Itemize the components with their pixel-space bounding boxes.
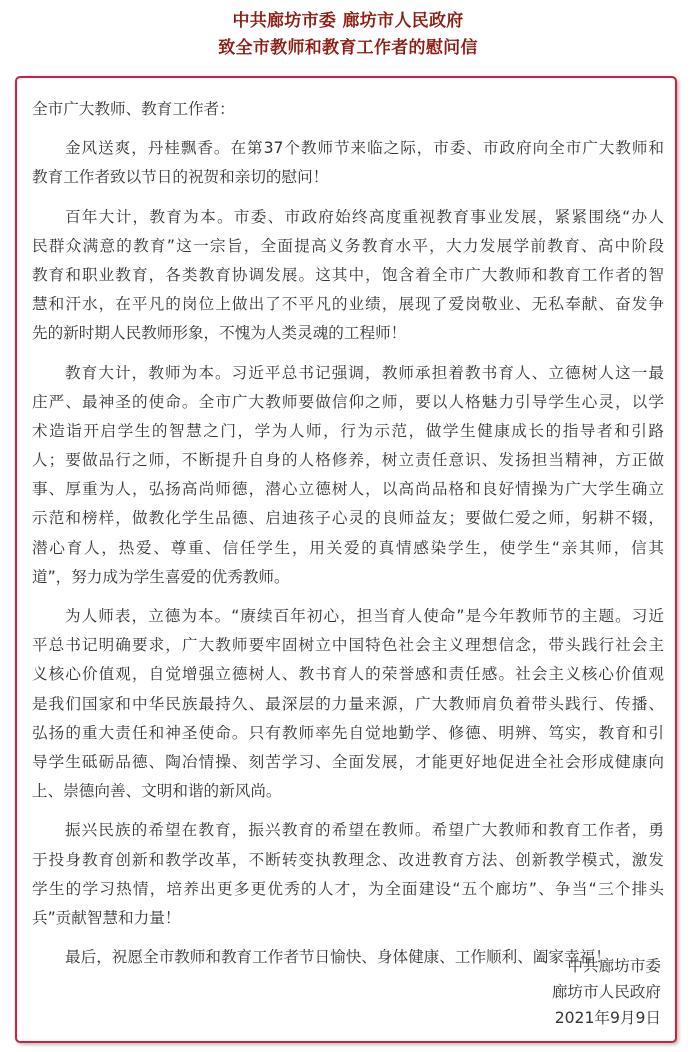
paragraph-line: 潜心育人，热爱、尊重、信任学生，用关爱的真情感染学生，使学生“亲其师，信其 bbox=[32, 538, 664, 557]
paragraph-line: 义核心价值观，自觉增强立德树人、教书育人的荣誉感和责任感。社会主义核心价值观 bbox=[32, 665, 664, 684]
paragraph-line: 弘扬的重大责任和神圣使命。只有教师率先自觉地勤学、修德、明辨、笃实，教育和引 bbox=[32, 723, 664, 742]
signature-org-1: 中共廊坊市委 bbox=[567, 957, 661, 975]
paragraph-line: 教育和职业教育，各类教育协调发展。这其中，饱含着全市广大教师和教育工作者的智 bbox=[32, 265, 664, 284]
signature-block bbox=[552, 953, 661, 1031]
paragraph-line: 于投身教育创新和教学改革，不断转变执教理念、改进教育方法、创新教学模式，激发 bbox=[32, 850, 664, 869]
paragraph-line: 慧和汗水，在平凡的岗位上做出了不平凡的业绩，展现了爱岗敬业、无私奉献、奋发争 bbox=[32, 295, 664, 314]
signature-date: 2021年9月9日 bbox=[554, 1009, 661, 1027]
paragraph-line: 民群众满意的教育”这一宗旨，全面提高义务教育水平，大力发展学前教育、高中阶段 bbox=[32, 236, 664, 255]
paragraph-line: 术造诣开启学生的智慧之门，学为人师，行为示范，做学生健康成长的指导者和引路 bbox=[32, 421, 664, 440]
paragraph-line: 先的新时期人民教师形象，不愧为人类灵魂的工程师！ bbox=[32, 324, 407, 343]
paragraph-line: 最后，祝愿全市教师和教育工作者节日愉快、身体健康、工作顺利、阖家幸福！ bbox=[65, 948, 611, 967]
paragraph-line: 示范和榜样，做教化学生品德、启迪孩子心灵的良师益友；要做仁爱之师，躬耕不辍， bbox=[32, 509, 664, 528]
paragraph-line: 道”，努力成为学生喜爱的优秀教师。 bbox=[32, 567, 290, 586]
letter-paragraph bbox=[32, 359, 664, 593]
paragraph-line: 导学生砥砺品德、陶冶情操、刻苦学习、全面发展，才能更好地促进全社会形成健康向 bbox=[32, 752, 664, 771]
paragraph-line: 是我们国家和中华民族最持久、最深层的力量来源，广大教师肩负着带头践行、传播、 bbox=[32, 694, 664, 713]
salutation-text: 全市广大教师、教育工作者： bbox=[32, 100, 235, 118]
letter-paragraph bbox=[32, 203, 664, 349]
paragraph-line: 学生的学习热情，培养出更多更优秀的人才，为全面建设“五个廊坊”、争当“三个排头 bbox=[32, 879, 664, 898]
letter-body bbox=[32, 95, 664, 982]
paragraph-line: 教育工作者致以节日的祝贺和亲切的慰问！ bbox=[32, 168, 329, 187]
paragraph-line: 金风送爽，丹桂飘香。在第37个教师节来临之际，市委、市政府向全市广大教师和 bbox=[65, 139, 664, 158]
paragraph-line: 为人师表，立德为本。“赓续百年初心，担当育人使命”是今年教师节的主题。习近 bbox=[65, 607, 664, 625]
letter-header bbox=[0, 0, 696, 62]
paragraph-line: 振兴民族的希望在教育，振兴教育的希望在教师。希望广大教师和教育工作者，勇 bbox=[65, 821, 664, 840]
signature-org-2: 廊坊市人民政府 bbox=[551, 983, 661, 1001]
letter-paragraphs bbox=[32, 134, 664, 972]
paragraph-line: 平总书记明确要求，广大教师要牢固树立中国特色社会主义理想信念，带头践行社会主 bbox=[32, 636, 664, 655]
paragraph-line: 上、崇德向善、文明和谐的新风尚。 bbox=[32, 782, 282, 801]
paragraph-line: 百年大计，教育为本。市委、市政府始终高度重视教育事业发展，紧紧围绕“办人 bbox=[65, 207, 664, 226]
letter-paragraph bbox=[32, 816, 664, 933]
salutation bbox=[32, 95, 664, 124]
paragraph-line: 教育大计，教师为本。习近平总书记强调，教师承担着教书育人、立德树人这一最 bbox=[65, 363, 664, 382]
paragraph-line: 事、厚重为人，弘扬高尚师德，潜心立德树人，以高尚品格和良好情操为广大学生确立 bbox=[32, 480, 664, 499]
letter-paragraph bbox=[32, 134, 664, 192]
paragraph-line: 人；要做品行之师，不断提升自身的人格修养，树立责任意识、发扬担当精神，方正做 bbox=[32, 451, 664, 470]
paragraph-line: 兵”贡献智慧和力量！ bbox=[32, 908, 181, 927]
letter-paragraph bbox=[32, 602, 664, 806]
title-line-1: 中共廊坊市委 廊坊市人民政府 bbox=[232, 11, 464, 31]
letter-box bbox=[15, 76, 677, 1043]
title-line-2: 致全市教师和教育工作者的慰问信 bbox=[218, 38, 478, 58]
paragraph-line: 庄严、最神圣的使命。全市广大教师要做信仰之师，要以人格魅力引导学生心灵，以学 bbox=[32, 392, 664, 411]
